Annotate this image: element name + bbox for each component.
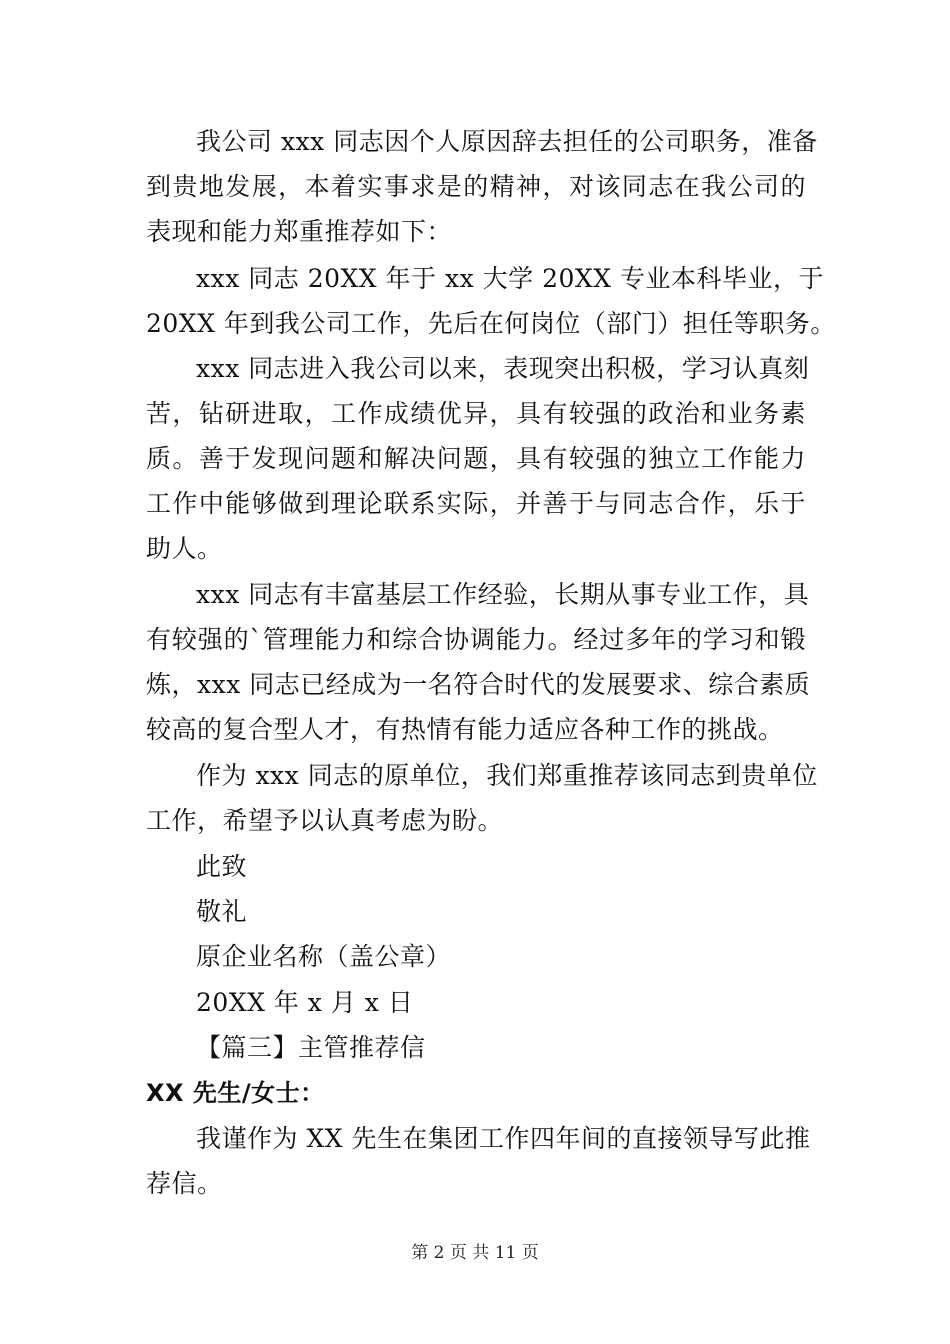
text-line: 到贵地发展，本着实事求是的精神，对该同志在我公司的 [146, 172, 806, 201]
text-line: 表现和能力郑重推荐如下： [146, 217, 453, 246]
text-line: xxx 同志 20XX 年于 xx 大学 20XX 专业本科毕业，于 [196, 264, 824, 293]
text-line: 我谨作为 XX 先生在集团工作四年间的直接领导写此推 [196, 1124, 811, 1153]
text-line: 苦，钻研进取，工作成绩优异，具有较强的政治和业务素 [146, 399, 806, 428]
text-line: 20XX 年到我公司工作，先后在何岗位（部门）担任等职务。 [146, 309, 836, 338]
text-line: 工作，希望予以认真考虑为盼。 [146, 806, 504, 835]
text-line: 较高的复合型人才，有热情有能力适应各种工作的挑战。 [146, 715, 784, 744]
text-line: 质。善于发现问题和解决问题，具有较强的独立工作能力 [146, 444, 806, 473]
signature-date: 20XX 年 x 月 x 日 [196, 988, 414, 1017]
salutation-line: 敬礼 [196, 897, 248, 926]
text-line: 作为 xxx 同志的原单位，我们郑重推荐该同志到贵单位 [196, 761, 818, 790]
text-line: xxx 同志有丰富基层工作经验，长期从事专业工作，具 [196, 580, 810, 609]
letter-greeting: XX 先生/女士： [146, 1079, 325, 1107]
text-line: 工作中能够做到理论联系实际，并善于与同志合作，乐于 [146, 489, 806, 518]
text-line: xxx 同志进入我公司以来，表现突出积极，学习认真刻 [196, 354, 810, 383]
signature-company: 原企业名称（盖公章） [196, 942, 452, 971]
text-line: 荐信。 [146, 1169, 223, 1198]
text-line: 炼，xxx 同志已经成为一名符合时代的发展要求、综合素质 [146, 670, 811, 699]
text-line: 助人。 [146, 534, 223, 563]
section-heading: 【篇三】主管推荐信 [196, 1033, 426, 1062]
text-line: 有较强的`管理能力和综合协调能力。经过多年的学习和锻 [146, 625, 806, 654]
page-number-footer: 第 2 页 共 11 页 [411, 1243, 539, 1263]
text-line: 我公司 xxx 同志因个人原因辞去担任的公司职务，准备 [196, 127, 818, 156]
salutation-line: 此致 [196, 852, 248, 881]
